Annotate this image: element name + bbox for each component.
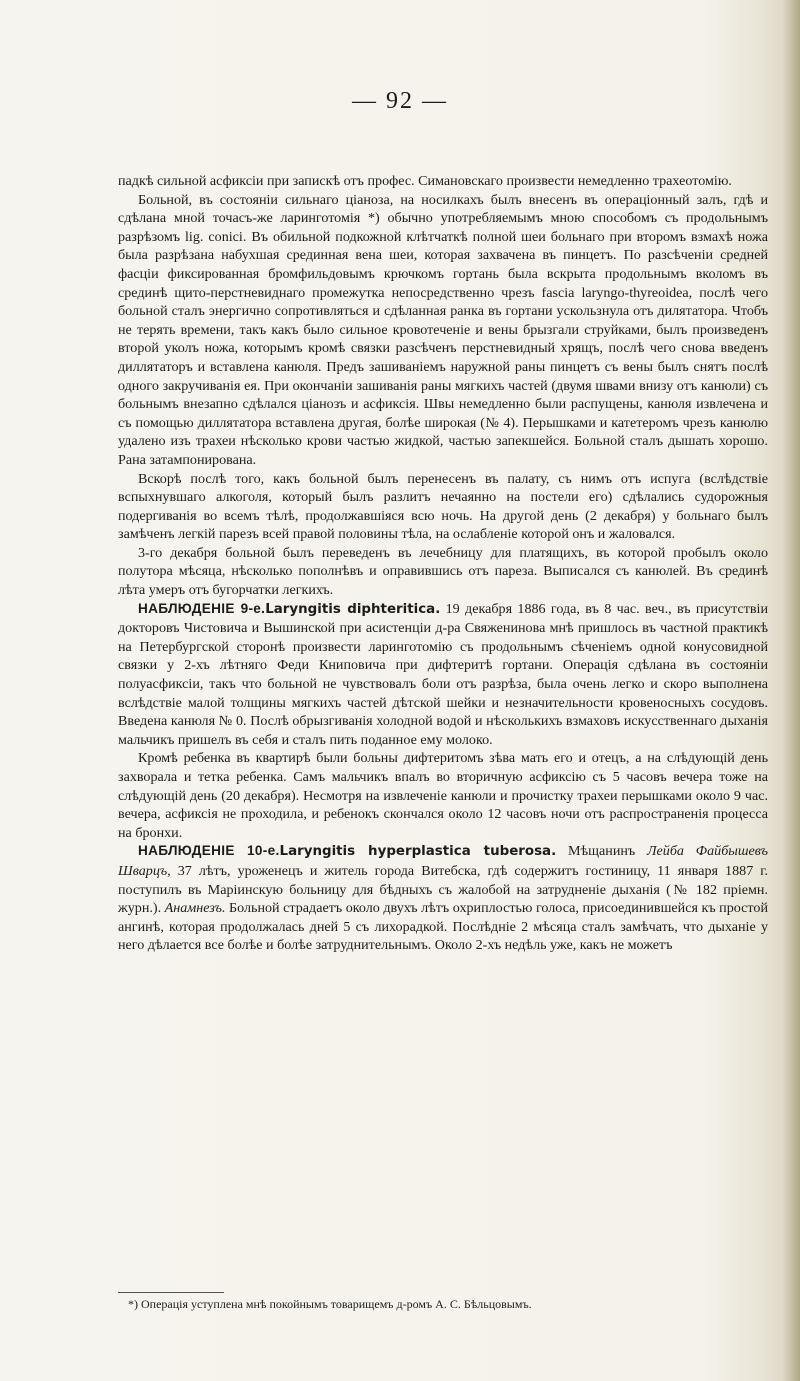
footnote-rule	[118, 1292, 224, 1293]
paragraph-2: Больной, въ состояніи сильнаго ціаноза, на носилкахъ былъ внесенъ въ операціонный залъ, гдѣ и сдѣлана мной точасъ-же ларинготомія *) обычно употребляемымъ мною способомъ съ продольнымъ разрѣзомъ lig. conici. Въ обильной подкожной клѣтчаткѣ полной шеи больнаго при второмъ взмахѣ ножа была разрѣзана набухшая срединная вена шеи, которая захвачена въ пинцетъ. По разсѣченіи средней фасціи фиксированная бромфильдовымъ крючкомъ гортань была вскрыта продольнымъ вколомъ въ срединѣ щито-перстневиднаго промежутка непосредственно чрезъ fascia laryngo-thyreoidea, послѣ чего больной сталъ энергично сопротивляться и сдѣланная ранка въ гортани ускользнула отъ дилятатора. Чтобъ не терять времени, такъ какъ было сильное кровотеченіе и вены брызгали струйками, былъ произведенъ второй уколъ ножа, которымъ кромѣ связки разсѣченъ перстневидный хрящъ, послѣ чего снова введенъ диллятаторъ и вставлена канюля. Предъ зашиваніемъ наружной раны пинцетъ съ вены былъ снятъ послѣ одного закручиванія ея. При окончаніи зашиванія раны мягкихъ частей (двумя швами внизу отъ канюли) съ больнымъ внезапно сдѣлался ціанозъ и асфиксія. Швы немедленно были распущены, канюля извлечена и съ помощью диллятатора вставлена другая, болѣе широкая (№ 4). Перышками и катетеромъ чрезъ канюлю удалено изъ трахеи нѣсколько крови частью жидкой, частью запекшейся. Больной сталъ дышать хорошо. Рана затампонирована.	[118, 191, 768, 468]
page-body	[118, 172, 768, 955]
observation-10-text-c: Больной страдаетъ около двухъ лѣтъ охриплостью голоса, присоединившейся къ простой ангинѣ, которая продолжалась дней 5 съ лихорадкой. Послѣдніе 2 мѣсяца сталъ замѣчать, что дыханіе у него дѣлается все болѣе и болѣе затруднительнымъ. Около 2-хъ недѣль уже, какъ не можетъ	[118, 900, 768, 954]
observation-9-text: 19 декабря 1886 года, въ 8 час. веч., въ присутствіи докторовъ Чистовича и Вышинской при асистенціи д-ра Свяженинова мнѣ пришлось въ частной практикѣ на Петербургской сторонѣ произвести ларинготомію съ продольнымъ сѣченіемъ одной конусовидной связки у 2-хъ лѣтняго Феди Книповича при дифтеритѣ гортани. Операція сдѣлана въ состояніи полуасфиксіи, такъ что больной не чувствовалъ боли отъ разрѣза, была очень легко и скоро выполнена вслѣдствіе малой толщины мягкихъ частей дѣтской шейки и незначительности кровеносныхъ сосудовъ. Введена канюля № 0. Послѣ обрызгиванія холодной водой и нѣсколькихъ взмаховъ искусственнаго дыханія мальчикъ пришелъ въ себя и сталъ пить поданное ему молоко.	[118, 600, 769, 748]
patient-name: Лейба Файбышевъ Шварцъ,	[118, 843, 768, 879]
observation-9	[118, 600, 768, 750]
footnote: *) Операція уступлена мнѣ покойнымъ товарищемъ д-ромъ А. С. Бѣльцовымъ.	[128, 1297, 532, 1311]
observation-10	[118, 842, 768, 955]
page-edge-shadow	[782, 0, 800, 1381]
anamnesis-label: Анамнезъ.	[164, 900, 226, 917]
observation-10-text-b: 37 лѣтъ, уроженецъ и житель города Витебска, гдѣ содержитъ гостиницу, 11 января 1887 г. поступилъ въ Маріинскую больницу для бѣдныхъ съ жалобой на затрудненіе дыханія (№ 182 пріемн. журн.).	[118, 862, 768, 917]
paragraph-4: 3-го декабря больной былъ переведенъ въ лечебницу для платящихъ, въ которой пробылъ около полутора мѣсяца, нѣсколько пополнѣвъ и оправившись отъ пареза. Выписался съ канюлей. Въ срединѣ лѣта умеръ отъ бугорчатки легкихъ.	[118, 544, 768, 599]
observation-9-heading: НАБЛЮДЕНІЕ 9-е.	[138, 600, 266, 616]
observation-10-text-a: Мѣщанинъ	[556, 843, 647, 860]
observation-10-diagnosis: Laryngitis hyperplastica tuberosa.	[279, 844, 557, 860]
observation-10-heading: НАБЛЮДЕНІЕ 10-е.	[138, 843, 280, 859]
page-number: — 92 —	[352, 88, 448, 114]
paragraph-3: Вскорѣ послѣ того, какъ больной былъ перенесенъ въ палату, съ нимъ отъ испуга (вслѣдствіе вспыхнувшаго алкоголя, который былъ разлитъ нечаянно на постели его) сдѣлались судорожныя подергиванія во всемъ тѣлѣ, продолжавшіяся всю ночь. На другой день (2 декабря) у больнаго былъ замѣченъ легкій парезъ всей правой половины тѣла, на ослабленіе которой онъ и жаловался.	[118, 470, 768, 543]
observation-9-continued: Кромѣ ребенка въ квартирѣ были больны дифтеритомъ зѣва мать его и отецъ, а на слѣдующій день захворала и тетка ребенка. Самъ мальчикъ впалъ во вторичную асфиксію съ 5 часовъ вечера тоже на слѣдующій день (20 декабря). Несмотря на извлеченіе канюли и прочистку трахеи перышками около 9 час. вечера, асфиксія не проходила, и ребенокъ скончался около 12 часовъ ночи отъ распространенія процесса на бронхи.	[118, 750, 768, 841]
observation-9-diagnosis: Laryngitis diphteritica.	[265, 601, 441, 617]
paragraph-1: падкѣ сильной асфиксіи при запискѣ отъ профес. Симановскаго произвести немедленно трахеотомію.	[118, 173, 732, 189]
